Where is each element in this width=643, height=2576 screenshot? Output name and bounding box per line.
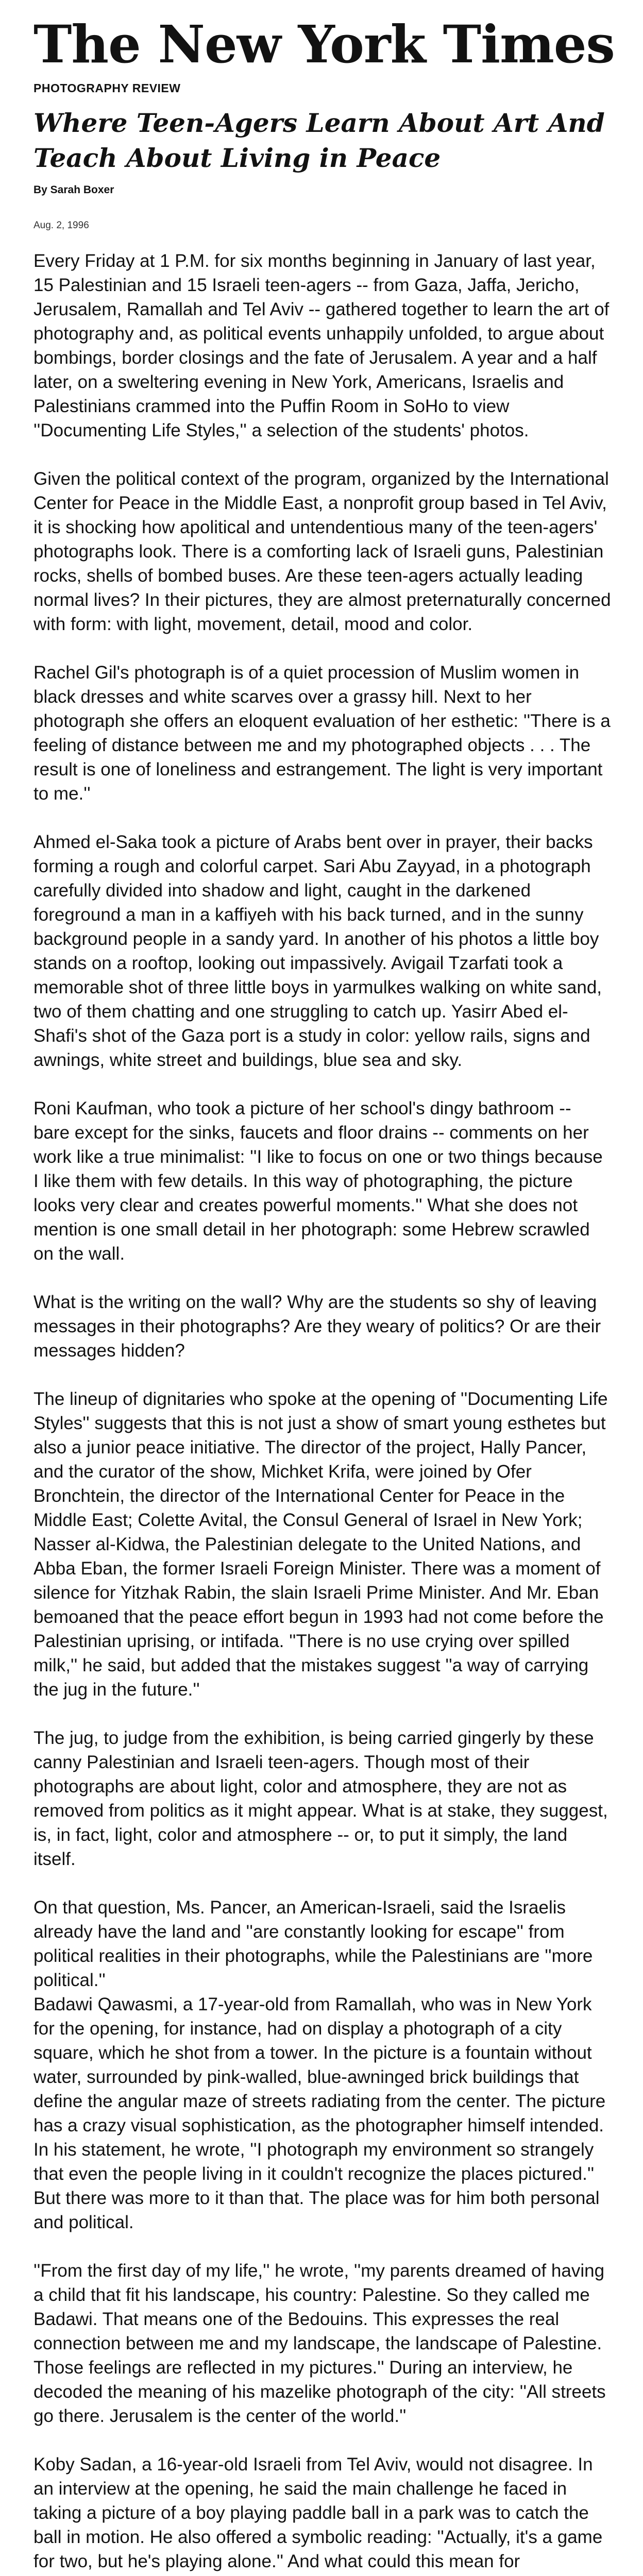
article-paragraph: On that question, Ms. Pancer, an American-Israeli, said the Israelis already have the land and ''are constantly looking for escape'' from political realities in their photographs, while the Palestinians are ''more political.'' Badawi Qawasmi, a 17-year-old from Ramallah, who was in New York for the opening, for instance, had on display a photograph of a city square, which he shot from a tower. In the picture is a fountain without water, surrounded by pink-walled, blue-awninged brick buildings that define the angular maze of streets radiating from the center. The picture has a crazy visual sophistication, as the photographer himself intended. In his statement, he wrote, ''I photograph my environment so strangely that even the people living in it couldn't recognize the places pictured.'' But there was more to it than that. The place was for him both personal and political. <box>33 1897 606 2232</box>
article-headline: Where Teen-Agers Learn About Art And Teach About Living in Peace <box>33 108 605 173</box>
byline: By Sarah Boxer <box>33 184 114 196</box>
section-label[interactable]: PHOTOGRAPHY REVIEW <box>33 81 181 95</box>
article-paragraph: Koby Sadan, a 16-year-old Israeli from Tel Aviv, would not disagree. In an interview at the opening, he said the main challenge he faced in taking a picture of a boy playing paddle ball in a park was to catch the ball in motion. He also offered a symbolic reading: ''Actually, it's a game for two, but he's playing alone.'' And what could this mean for <box>33 2454 603 2571</box>
article-paragraph: What is the writing on the wall? Why are the students so shy of leaving messages in their photographs? Are they weary of politics? Or are their messages hidden? <box>33 1292 601 1361</box>
article-paragraph: Ahmed el-Saka took a picture of Arabs bent over in prayer, their backs forming a rough and colorful carpet. Sari Abu Zayyad, in a photograph carefully divided into shadow and light, caught in the darkened foreground a man in a kaffiyeh with his back turned, and in the sunny background people in a sandy yard. In another of his photos a little boy stands on a rooftop, looking out impassively. Avigail Tzarfati took a memorable shot of three little boys in yarmulkes walking on white sand, two of them chatting and one struggling to catch up. Yasirr Abed el-Shafi's shot of the Gaza port is a study in color: yellow rails, signs and awnings, white street and buildings, blue sea and sky. <box>33 832 602 1070</box>
article-paragraph: Rachel Gil's photograph is of a quiet procession of Muslim women in black dresses and white scarves over a grassy hill. Next to her photograph she offers an eloquent evaluation of her esthetic: ''There is a feeling of distance between me and my photographed objects . . . The result is one of loneliness and estrangement. The light is very important to me.'' <box>33 663 611 804</box>
article-paragraph: Every Friday at 1 P.M. for six months beginning in January of last year, 15 Palestinian and 15 Israeli teen-agers -- from Gaza, Jaffa, Jericho, Jerusalem, Ramallah and Tel Aviv -- gathered together to learn the art of photography and, as political events unhappily unfolded, to argue about bombings, border closings and the fate of Jerusalem. A year and a half later, on a sweltering evening in New York, Americans, Israelis and Palestinians crammed into the Puffin Room in SoHo to view ''Documenting Life Styles,'' a selection of the students' photos. <box>33 251 610 440</box>
article-paragraph: The lineup of dignitaries who spoke at the opening of ''Documenting Life Styles'' suggests that this is not just a show of smart young esthetes but also a junior peace initiative. The director of the project, Hally Pancer, and the curator of the show, Michket Krifa, were joined by Ofer Bronchtein, the director of the International Center for Peace in the Middle East; Colette Avital, the Consul General of Israel in New York; Nasser al-Kidwa, the Palestinian delegate to the United Nations, and Abba Eban, the former Israeli Foreign Minister. There was a moment of silence for Yitzhak Rabin, the slain Israeli Prime Minister. And Mr. Eban bemoaned that the peace effort begun in 1993 had not come before the Palestinian uprising, or intifada. ''There is no use crying over spilled milk,'' he said, but added that the mistakes suggest ''a way of carrying the jug in the future.'' <box>33 1389 608 1700</box>
article-body <box>33 249 612 2576</box>
masthead-logo[interactable]: The New York Times <box>33 14 615 75</box>
article-paragraph: Roni Kaufman, who took a picture of her school's dingy bathroom -- bare except for the sinks, faucets and floor drains -- comments on her work like a true minimalist: ''I like to focus on one or two things because I like them with few details. In this way of photographing, the picture looks very clear and creates powerful moments.'' What she does not mention is one small detail in her photograph: some Hebrew scrawled on the wall. <box>33 1098 603 1264</box>
article-paragraph: ''From the first day of my life,'' he wrote, ''my parents dreamed of having a child that fit his landscape, his country: Palestine. So they called me Badawi. That means one of the Bedouins. This expresses the real connection between me and my landscape, the landscape of Palestine. Those feelings are reflected in my pictures.'' During an interview, he decoded the meaning of his mazelike photograph of the city: ''All streets go there. Jerusalem is the center of the world.'' <box>33 2261 606 2426</box>
article-paragraph: The jug, to judge from the exhibition, is being carried gingerly by these canny Palestinian and Israeli teen-agers. Though most of their photographs are about light, color and atmosphere, they are not as removed from politics as it might appear. What is at stake, they suggest, is, in fact, light, color and atmosphere -- or, to put it simply, the land itself. <box>33 1728 608 1869</box>
article-paragraph: Given the political context of the program, organized by the International Center for Peace in the Middle East, a nonprofit group based in Tel Aviv, it is shocking how apolitical and untendentious many of the teen-agers' photographs look. There is a comforting lack of Israeli guns, Palestinian rocks, shells of bombed buses. Are these teen-agers actually leading normal lives? In their pictures, they are almost preternaturally concerned with form: with light, movement, detail, mood and color. <box>33 469 611 634</box>
publish-date: Aug. 2, 1996 <box>33 220 89 231</box>
